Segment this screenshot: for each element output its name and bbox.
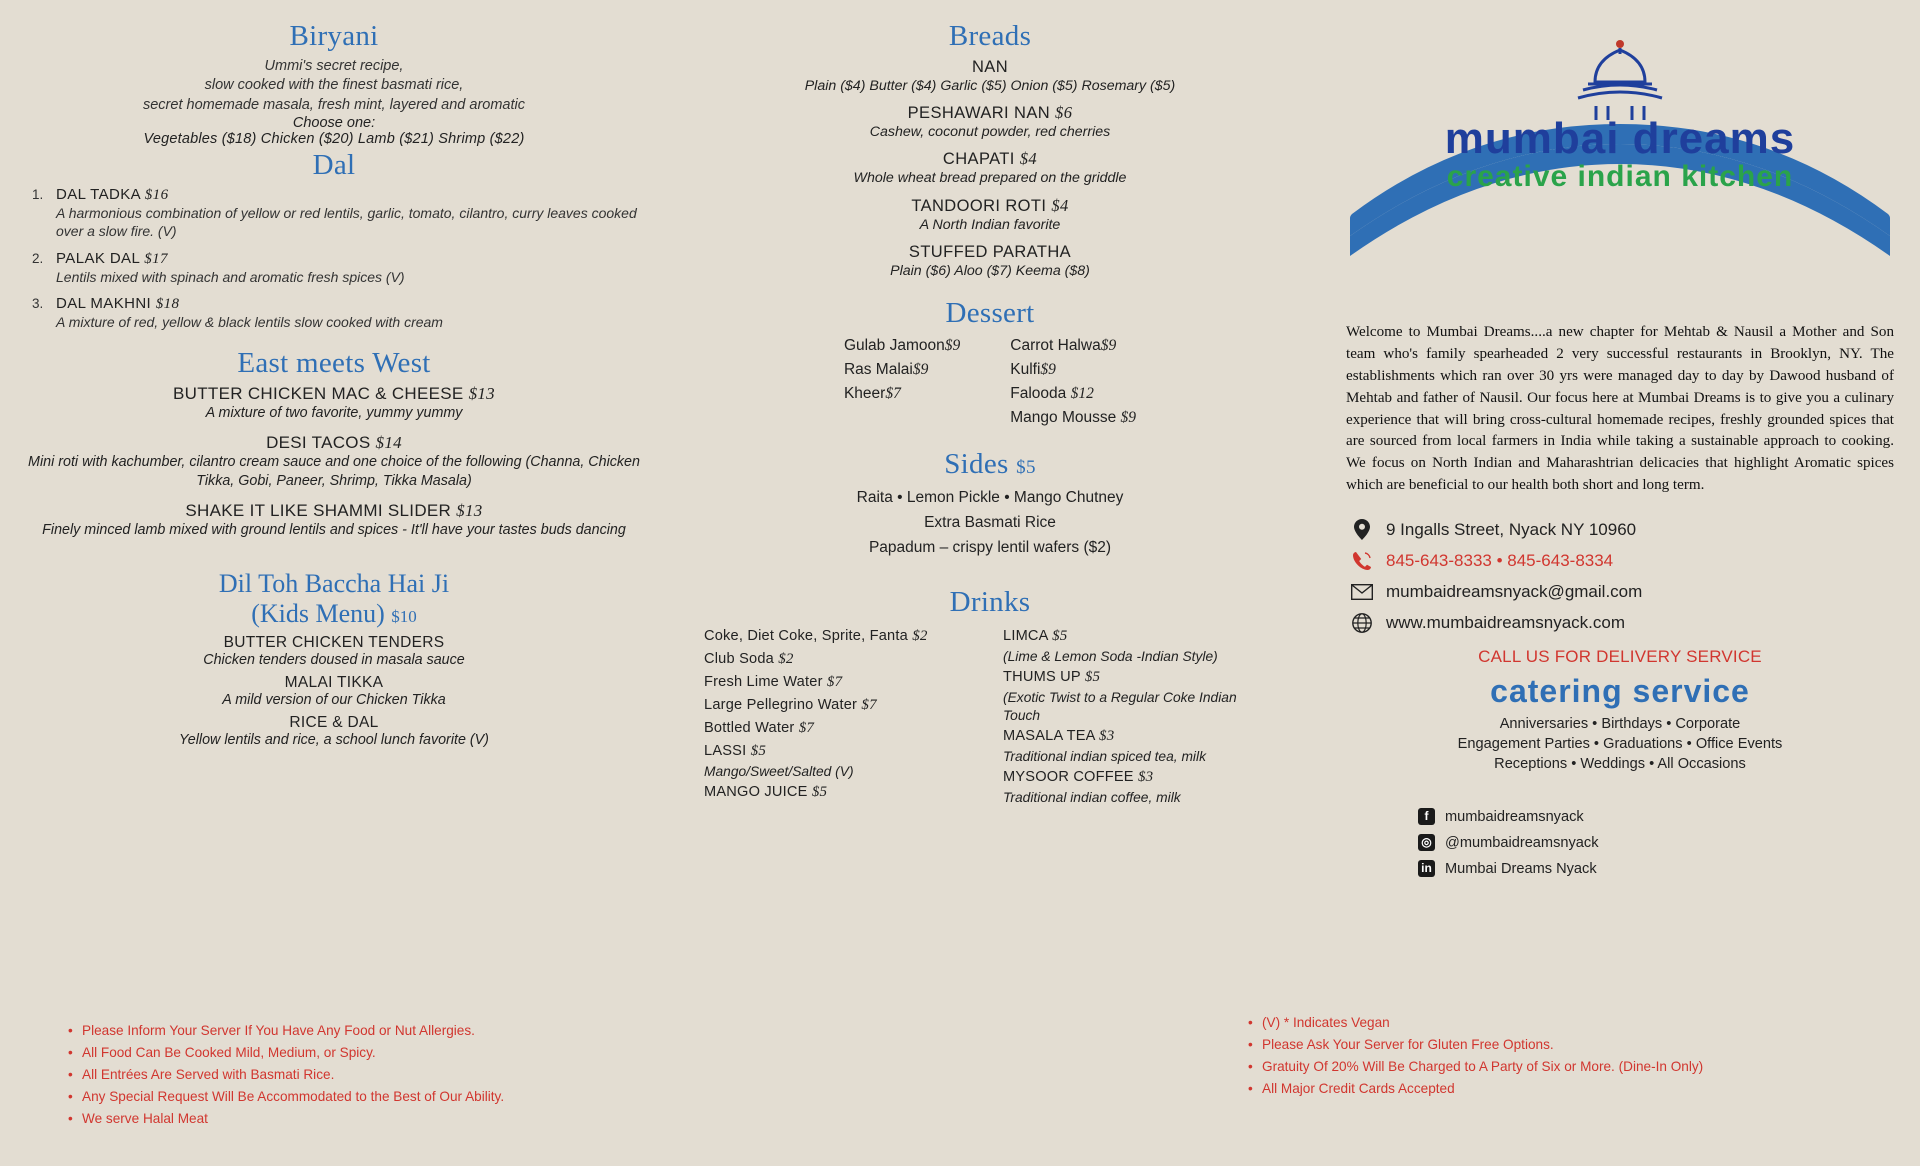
menu-item [670, 149, 1310, 188]
menu-item [28, 714, 640, 748]
linkedin-icon: in [1418, 860, 1435, 877]
drinks-heading: Drinks [949, 586, 1031, 619]
drink-item-price: $7 [861, 696, 877, 713]
sides-heading [670, 448, 1310, 481]
dal-item-price: $18 [155, 295, 180, 312]
sides-line: Papadum – crispy lentil wafers ($2) [868, 539, 1112, 557]
welcome-paragraph: Welcome to Mumbai Dreams....a new chapter for Mehtab & Nausil a Mother and Son team who's family spearheaded 2 very successful restaurants in Brooklyn, NY. The establishments which ran over 30 yrs were managed day to day by Dawood husband of Mehtab and father of Nausil. Our focus here at Mumbai Dreams is to give you a culinary experience that will bring cross-cultural homemade recipes, freshly grounded spices that are sourced from local farmers in India while taking a sustainable approach to cooking. We focus on North Indian and Maharashtrian delicacies that highlight Aromatic spices which are beneficial to our health both short and long term. [1346, 324, 1894, 494]
social-handle: mumbaidreamsnyack [1445, 808, 1584, 825]
dessert-item-price: $9 [912, 360, 929, 378]
note-item: • All Major Credit Cards Accepted [1248, 1078, 1768, 1100]
emw-item-price: $14 [375, 432, 402, 452]
emw-item-price: $13 [468, 384, 495, 404]
dessert-heading: Dessert [945, 296, 1035, 329]
drink-item-price: $3 [1137, 768, 1154, 785]
envelope-icon [1350, 584, 1374, 600]
drink-item-name: LIMCA [1003, 628, 1048, 645]
drink-item [704, 625, 977, 648]
catering-line: Receptions • Weddings • All Occasions [1494, 756, 1746, 773]
drink-item [1003, 625, 1276, 666]
address-text: 9 Ingalls Street, Nyack NY 10960 [1386, 519, 1637, 539]
bread-item-name: CHAPATI [942, 150, 1015, 169]
social-handle: Mumbai Dreams Nyack [1445, 860, 1597, 877]
drink-item [704, 671, 977, 694]
drink-item-title [704, 717, 977, 740]
dessert-item-name: Mango Mousse [1010, 408, 1117, 426]
bread-item-desc: Plain ($4) Butter ($4) Garlic ($5) Onion ($5) Rosemary ($5) [804, 78, 1176, 94]
drink-item [704, 717, 977, 740]
drink-item-price: $5 [1084, 669, 1101, 686]
website-text: www.mumbaidreamsnyack.com [1386, 613, 1626, 632]
bread-item-price: $6 [1055, 103, 1073, 123]
bread-item-title [670, 242, 1310, 262]
dal-item-name: DAL TADKA [56, 186, 141, 204]
drink-item [704, 740, 977, 781]
emw-item-name: DESI TACOS [266, 432, 371, 452]
drink-item-desc: (Lime & Lemon Soda -Indian Style) [1003, 649, 1218, 665]
bread-item-title [670, 57, 1310, 77]
drink-item [704, 648, 977, 671]
facebook-icon: f [1418, 808, 1435, 825]
kids-item-desc: Chicken tenders doused in masala sauce [203, 651, 465, 668]
list-item [56, 186, 640, 240]
dessert-item-name: Kulfi [1010, 360, 1041, 378]
drink-item-price: $7 [798, 719, 815, 736]
note-item: • Please Inform Your Server If You Have Any Food or Nut Allergies. [68, 1020, 668, 1042]
dessert-item [1010, 334, 1136, 358]
dessert-item-price: $9 [1040, 360, 1056, 378]
note-item: • Please Ask Your Server for Gluten Free Options. [1248, 1034, 1768, 1056]
bread-item-title [670, 149, 1310, 169]
dessert-item-price: $12 [1070, 384, 1094, 402]
dal-item-name: PALAK DAL [56, 249, 140, 267]
phone-text: 845-643-8333 • 845-643-8334 [1386, 551, 1614, 570]
note-item: • Gratuity Of 20% Will Be Charged to A Party of Six or More. (Dine-In Only) [1248, 1056, 1768, 1078]
bread-item-name: TANDOORI ROTI [911, 196, 1047, 215]
breads-heading: Breads [948, 20, 1032, 52]
dessert-item-name: Gulab Jamoon [843, 336, 945, 354]
logo-block [1340, 22, 1900, 322]
dessert-item-name: Ras Malai [843, 360, 913, 378]
dessert-column-2 [1010, 334, 1136, 430]
dessert-item-name: Falooda [1010, 384, 1067, 402]
dessert-item-price: $9 [1120, 408, 1137, 426]
sides-list [670, 485, 1310, 560]
drink-item-name: Club Soda [704, 651, 774, 668]
drink-item [704, 781, 977, 804]
dessert-item-price: $9 [1100, 336, 1117, 354]
email-row[interactable] [1350, 582, 1900, 602]
social-link-linkedin[interactable] [1418, 860, 1900, 877]
dessert-item-price: $7 [885, 384, 901, 402]
drink-item-price: $5 [750, 742, 767, 759]
kids-item-desc: A mild version of our Chicken Tikka [222, 691, 446, 708]
dessert-item-name: Kheer [843, 384, 886, 402]
dessert-item [1010, 382, 1136, 406]
biryani-line: secret homemade masala, fresh mint, layered and aromatic [142, 96, 525, 113]
drink-item-title [1003, 766, 1276, 789]
menu-item [670, 196, 1310, 235]
sides-line: Raita • Lemon Pickle • Mango Chutney [856, 488, 1124, 506]
menu-item [670, 57, 1310, 96]
bread-item-price: $4 [1019, 149, 1038, 169]
biryani-options: Vegetables ($18) Chicken ($20) Lamb ($21) Shrimp ($22) [143, 131, 525, 148]
biryani-line: Ummi's secret recipe, [264, 58, 404, 74]
drink-item-price: $2 [778, 651, 794, 668]
sides-line: Extra Basmati Rice [924, 514, 1056, 532]
bread-item-desc: Plain ($6) Aloo ($7) Keema ($8) [890, 262, 1090, 279]
drink-item-price: $3 [1099, 727, 1115, 744]
dal-heading: Dal [312, 149, 356, 182]
drink-item [1003, 766, 1276, 807]
instagram-icon: ◎ [1418, 834, 1435, 851]
drink-item [1003, 725, 1276, 766]
bread-item-desc: A North Indian favorite [919, 216, 1061, 233]
drink-item-price: $7 [826, 674, 843, 691]
drink-item-name: Fresh Lime Water [704, 674, 823, 691]
note-item: • Any Special Request Will Be Accommodated to the Best of Our Ability. [68, 1086, 668, 1108]
drink-item-desc: Traditional indian spiced tea, milk [1003, 748, 1206, 764]
dal-item-title [56, 295, 640, 313]
menu-item [28, 501, 640, 540]
catering-heading: catering service [1490, 673, 1750, 709]
menu-item [28, 433, 640, 491]
bread-item-title [670, 196, 1310, 216]
bread-item-price: $4 [1051, 195, 1069, 215]
location-pin-icon [1350, 519, 1374, 540]
kids-menu-price: $10 [391, 606, 417, 626]
dessert-item [1010, 358, 1136, 382]
drink-item-name: Bottled Water [704, 719, 795, 736]
dal-item-price: $16 [144, 187, 169, 204]
brand-tagline: creative indian kitchen [1446, 160, 1794, 193]
delivery-notice: CALL US FOR DELIVERY SERVICE [1478, 647, 1762, 666]
phone-icon [1350, 551, 1374, 571]
sides-price: $5 [1016, 456, 1036, 478]
drink-item-title [704, 694, 977, 717]
left-column [0, 0, 660, 1166]
drink-item-name: THUMS UP [1003, 669, 1081, 686]
bread-item-name: PESHAWARI NAN [907, 104, 1051, 123]
kids-menu-title-line2 [28, 599, 640, 628]
drink-item-title [704, 625, 977, 648]
drink-item [704, 694, 977, 717]
drink-item-price: $2 [912, 628, 928, 645]
social-link-facebook[interactable] [1418, 808, 1900, 825]
dal-item-name: DAL MAKHNI [56, 294, 152, 312]
emw-item-title [28, 501, 640, 521]
drink-item-desc: (Exotic Twist to a Regular Coke Indian Touch [1003, 689, 1237, 723]
dal-item-desc: Lentils mixed with spinach and aromatic fresh spices (V) [56, 268, 405, 285]
dal-item-title [56, 186, 640, 204]
dessert-item-price: $9 [944, 336, 961, 354]
drink-item-name: Coke, Diet Coke, Sprite, Fanta [704, 628, 908, 645]
drink-item-title [1003, 725, 1276, 748]
social-handle: @mumbaidreamsnyack [1445, 834, 1599, 851]
bread-item-name: NAN [971, 58, 1009, 76]
dal-item-title [56, 250, 640, 268]
kids-item-name: RICE & DAL [289, 713, 379, 731]
menu-item [28, 384, 640, 423]
sides-title: Sides [944, 447, 1009, 480]
address-row [1350, 519, 1900, 540]
drinks-list [670, 625, 1310, 806]
globe-icon [1350, 613, 1374, 633]
kids-item-desc: Yellow lentils and rice, a school lunch favorite (V) [179, 731, 489, 748]
note-item: • We serve Halal Meat [68, 1108, 668, 1130]
emw-item-price: $13 [456, 500, 483, 520]
emw-item-name: BUTTER CHICKEN MAC & CHEESE [173, 384, 464, 404]
drink-item-desc: Traditional indian coffee, milk [1003, 789, 1181, 805]
drink-item-name: LASSI [704, 742, 747, 759]
kids-menu-title-line1: Dil Toh Baccha Hai Ji [218, 569, 450, 599]
drink-item-price: $5 [1052, 628, 1068, 645]
dal-item-price: $17 [144, 250, 168, 267]
emw-item-title [28, 384, 640, 404]
dessert-item-name: Carrot Halwa [1010, 336, 1101, 354]
drink-item-name: Large Pellegrino Water [704, 696, 858, 713]
contact-block [1340, 519, 1900, 633]
dessert-item [844, 358, 960, 382]
drink-item [1003, 666, 1276, 725]
emw-item-desc: Mini roti with kachumber, cilantro cream sauce and one choice of the following (Channa, Chicken Tikka, Gobi, Paneer, Shrimp, Tikka Masala) [28, 453, 640, 489]
dal-item-desc: A harmonious combination of yellow or red lentils, garlic, tomato, cilantro, curry leaves cooked over a slow fire. (V) [56, 205, 637, 240]
bread-item-desc: Whole wheat bread prepared on the griddle [853, 170, 1127, 187]
catering-line: Anniversaries • Birthdays • Corporate [1499, 716, 1741, 732]
east-meets-west-heading: East meets West [237, 347, 431, 380]
drink-item-name: MANGO JUICE [704, 783, 808, 800]
drink-item-title [1003, 666, 1276, 689]
bread-item-title [670, 103, 1310, 123]
drinks-column-1 [704, 625, 977, 806]
menu-item [28, 674, 640, 708]
left-notes-list [28, 1020, 668, 1130]
dal-item-desc: A mixture of red, yellow & black lentils slow cooked with cream [56, 313, 443, 330]
dessert-list [670, 334, 1310, 430]
bread-item-desc: Cashew, coconut powder, red cherries [869, 124, 1111, 141]
website-row[interactable] [1350, 613, 1900, 633]
note-item: • All Entrées Are Served with Basmati Rice. [68, 1064, 668, 1086]
dessert-item [1010, 406, 1136, 430]
email-text: mumbaidreamsnyack@gmail.com [1386, 582, 1643, 601]
drink-item-name: MYSOOR COFFEE [1003, 768, 1134, 785]
kids-menu-subtitle: (Kids Menu) [251, 598, 385, 628]
emw-item-desc: Finely minced lamb mixed with ground lentils and spices - It'll have your tastes buds dancing [42, 521, 626, 538]
list-item [56, 250, 640, 286]
bread-item-name: STUFFED PARATHA [908, 242, 1072, 261]
social-links [1340, 808, 1900, 877]
dessert-item [844, 334, 960, 358]
drink-item-title [704, 781, 977, 804]
dessert-column-1 [844, 334, 960, 430]
menu-item [670, 103, 1310, 142]
biryani-heading: Biryani [289, 20, 379, 52]
drink-item-title [704, 740, 977, 763]
brand-name: mumbai dreams [1444, 114, 1796, 163]
list-item [56, 295, 640, 331]
right-column [1320, 0, 1920, 1166]
drink-item-title [704, 671, 977, 694]
drink-item-desc: Mango/Sweet/Salted (V) [704, 763, 854, 779]
drink-item-price: $5 [811, 783, 828, 800]
menu-item [670, 242, 1310, 281]
note-item: • (V) * Indicates Vegan [1248, 1012, 1768, 1034]
biryani-line: slow cooked with the finest basmati rice, [204, 77, 464, 94]
drink-item-name: MASALA TEA [1003, 727, 1095, 744]
menu-item [28, 634, 640, 668]
phone-row[interactable] [1350, 551, 1900, 571]
kids-menu-heading [28, 569, 640, 627]
social-link-instagram[interactable] [1418, 834, 1900, 851]
note-item: • All Food Can Be Cooked Mild, Medium, or Spicy. [68, 1042, 668, 1064]
kids-item-name: MALAI TIKKA [284, 673, 384, 691]
dal-list [28, 186, 640, 331]
emw-item-name: SHAKE IT LIKE SHAMMI SLIDER [185, 500, 452, 520]
drink-item-title [704, 648, 977, 671]
biryani-description [28, 57, 640, 115]
emw-item-title [28, 433, 640, 453]
catering-list [1340, 714, 1900, 774]
kids-item-name: BUTTER CHICKEN TENDERS [223, 633, 445, 651]
drinks-column-2 [1003, 625, 1276, 806]
emw-item-desc: A mixture of two favorite, yummy yummy [205, 405, 463, 422]
drink-item-title [1003, 625, 1276, 648]
catering-line: Engagement Parties • Graduations • Office Events [1457, 736, 1783, 753]
biryani-choose-label: Choose one: [292, 115, 376, 132]
dessert-item [844, 382, 960, 406]
